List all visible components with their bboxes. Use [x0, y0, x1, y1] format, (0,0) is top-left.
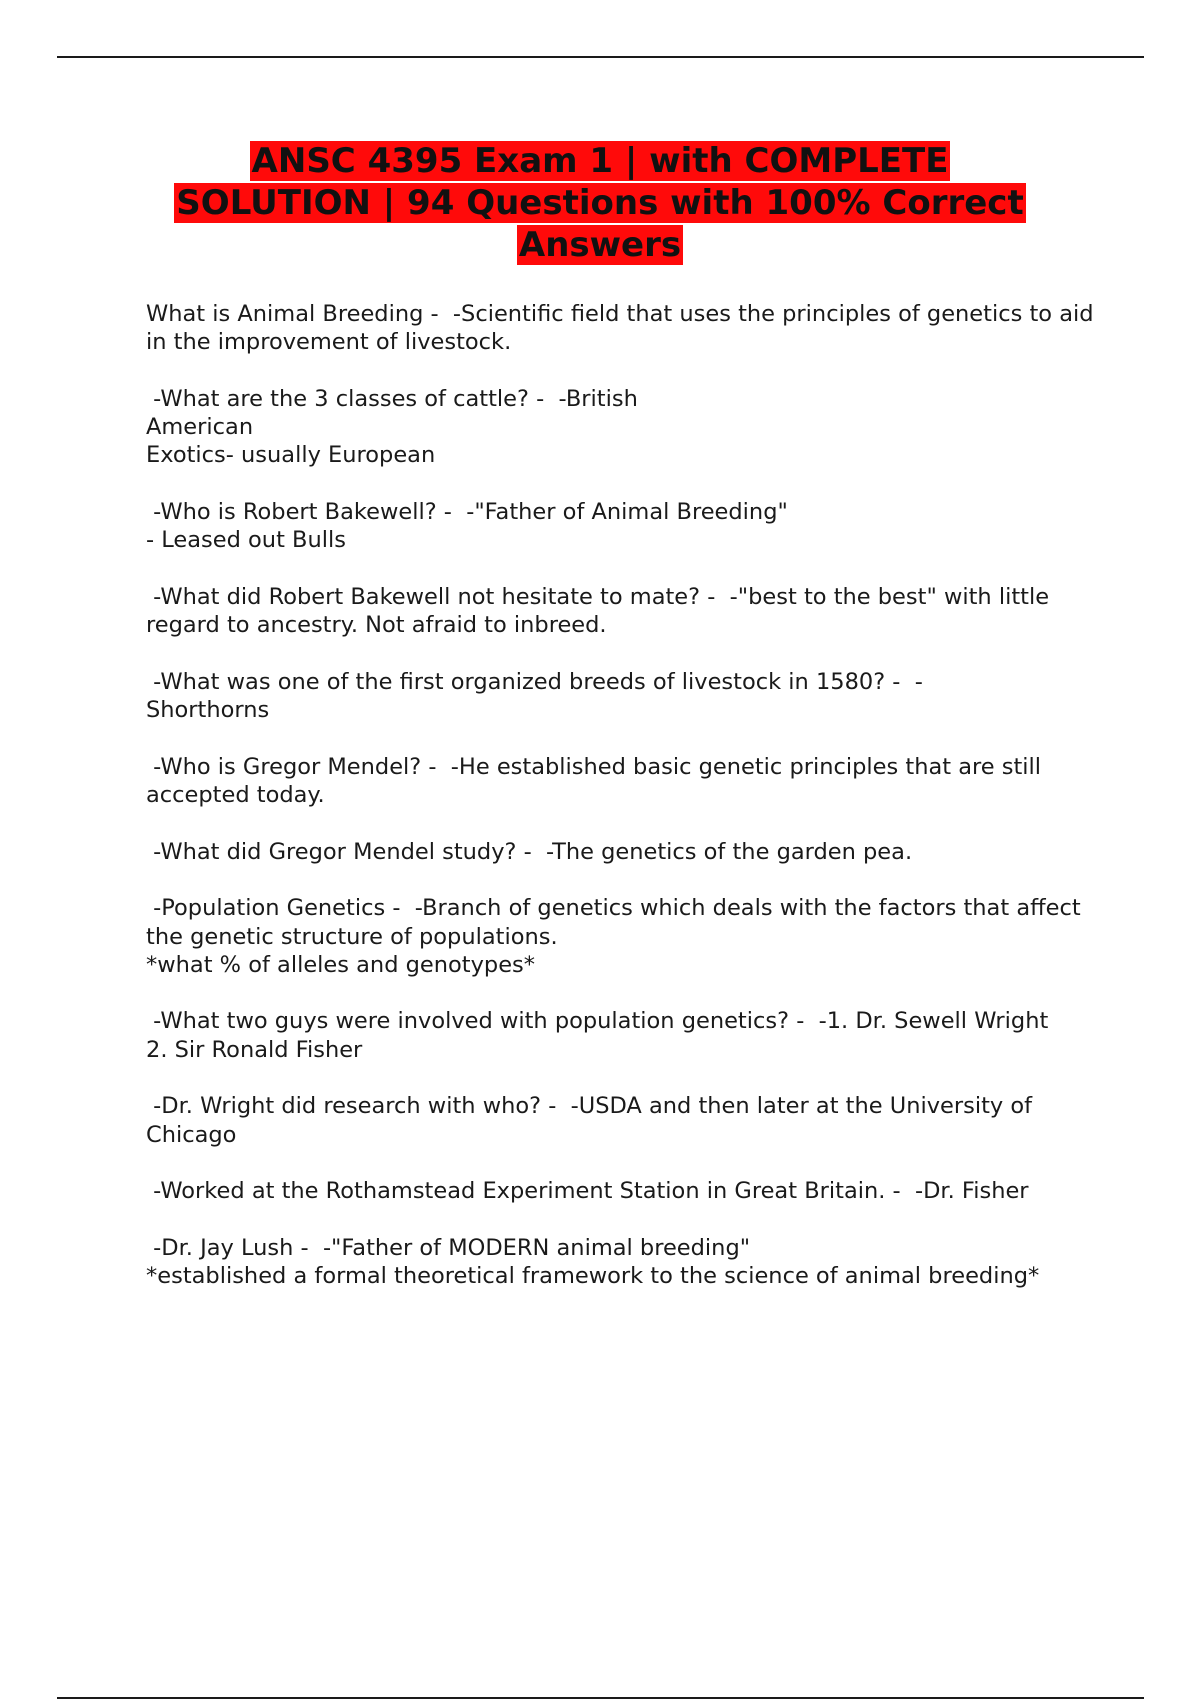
qa-entry-5: -What was one of the first organized breeds of livestock in 1580? - - Shorthorns [146, 668, 923, 724]
title-line-2: SOLUTION | 94 Questions with 100% Correct [176, 183, 1024, 223]
qa-entry-11: -Worked at the Rothamstead Experiment Station in Great Britain. - -Dr. Fisher [146, 1178, 1029, 1205]
title-line-3: Answers [518, 225, 682, 265]
qa-entry-10: -Dr. Wright did research with who? - -USDA and then later at the University of Chicago [146, 1093, 1040, 1148]
top-divider [57, 56, 1144, 58]
qa-entry-6: -Who is Gregor Mendel? - -He established basic genetic principles that are still accepted today. [146, 753, 1049, 809]
qa-entry-9: -What two guys were involved with population genetics? - -1. Dr. Sewell Wright 2. Sir Ronald Fisher [146, 1008, 1049, 1063]
qa-entry-2: -What are the 3 classes of cattle? - -British American Exotics- usually European [146, 385, 638, 469]
qa-list [146, 300, 1101, 1319]
qa-entry-3: -Who is Robert Bakewell? - -"Father of Animal Breeding" - Leased out Bulls [146, 499, 788, 554]
document-title [100, 140, 1100, 266]
title-line-1: ANSC 4395 Exam 1 | with COMPLETE [251, 141, 949, 181]
qa-entry-7: -What did Gregor Mendel study? - -The genetics of the garden pea. [146, 838, 913, 865]
qa-entry-1: What is Animal Breeding - -Scientific field that uses the principles of genetics to aid in the improvement of livestock. [146, 301, 1101, 356]
qa-entry-4: -What did Robert Bakewell not hesitate to mate? - -"best to the best" with little regard to ancestry. Not afraid to inbreed. [146, 583, 1057, 639]
qa-entry-12: -Dr. Jay Lush - -"Father of MODERN animal breeding" *established a formal theoretical framework to the science of animal breeding* [146, 1234, 1040, 1290]
bottom-divider [57, 1697, 1144, 1699]
qa-entry-8: -Population Genetics - -Branch of genetics which deals with the factors that affect the genetic structure of populations. *what % of alleles and genotypes* [146, 895, 1081, 978]
